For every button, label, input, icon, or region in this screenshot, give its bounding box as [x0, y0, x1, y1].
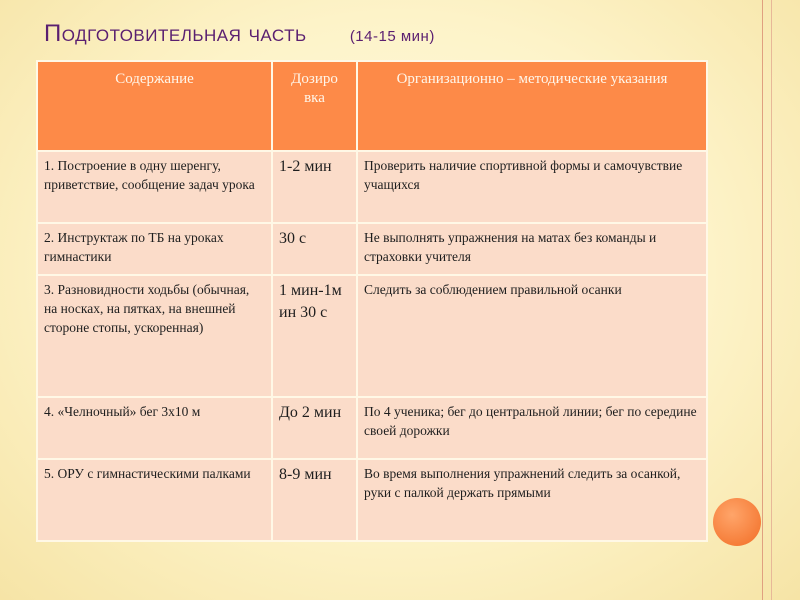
cell-dosage: 1 мин-1м ин 30 с [272, 275, 357, 397]
cell-instructions: Не выполнять упражнения на матах без команды и страховки учителя [357, 223, 707, 275]
cell-dosage: 1-2 мин [272, 151, 357, 223]
slide-title [44, 20, 435, 48]
table-row [37, 275, 707, 397]
decorative-orange-circle [713, 498, 761, 546]
cell-content: 1. Построение в одну шеренгу, приветствие, сообщение задач урока [37, 151, 272, 223]
table-row [37, 397, 707, 459]
cell-instructions: Проверить наличие спортивной формы и самочувствие учащихся [357, 151, 707, 223]
cell-content: 2. Инструктаж по ТБ на уроках гимнастики [37, 223, 272, 275]
table-row [37, 223, 707, 275]
cell-content: 3. Разновидности ходьбы (обычная, на носках, на пятках, на внешней стороне стопы, ускоренная) [37, 275, 272, 397]
cell-dosage: 8-9 мин [272, 459, 357, 541]
cell-content: 4. «Челночный» бег 3х10 м [37, 397, 272, 459]
cell-dosage: 30 с [272, 223, 357, 275]
header-dosage: Дозиро вка [272, 61, 357, 151]
slide-frame-decoration [762, 0, 800, 600]
header-instructions: Организационно – методические указания [357, 61, 707, 151]
header-content: Содержание [37, 61, 272, 151]
cell-instructions: Во время выполнения упражнений следить за осанкой, руки с палкой держать прямыми [357, 459, 707, 541]
cell-instructions: По 4 ученика; бег до центральной линии; бег по середине своей дорожки [357, 397, 707, 459]
title-duration: (14-15 мин) [349, 28, 435, 45]
table-row [37, 459, 707, 541]
cell-content: 5. ОРУ с гимнастическими палками [37, 459, 272, 541]
cell-instructions: Следить за соблюдением правильной осанки [357, 275, 707, 397]
table-row [37, 151, 707, 223]
table-header-row [37, 61, 707, 151]
title-main: Подготовительная часть [44, 20, 307, 47]
lesson-plan-table [36, 60, 708, 542]
cell-dosage: До 2 мин [272, 397, 357, 459]
